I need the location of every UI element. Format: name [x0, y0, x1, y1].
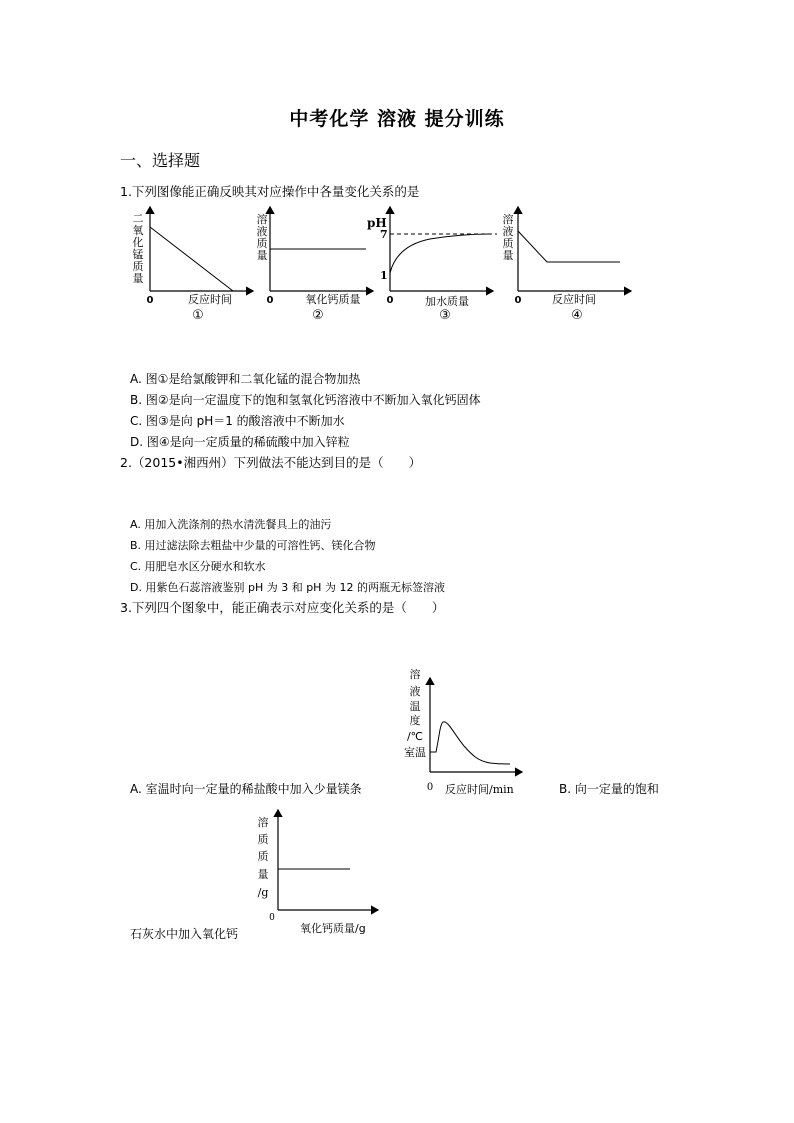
ylabel-char: 溶 — [409, 668, 421, 681]
q1-option-c: C. 图③是向 pH＝1 的酸溶液中不断加水 — [130, 414, 345, 428]
ylabel-char: /g — [257, 886, 269, 899]
ylabel-char: 液 — [502, 225, 514, 238]
q3-graph-b — [248, 808, 388, 940]
ylabel-char: 量 — [257, 868, 269, 881]
origin-label: 0 — [146, 295, 154, 306]
xlabel: 氧化钙质量/g — [300, 922, 366, 935]
q1-graph-2 — [245, 205, 370, 325]
q3-graph-a — [400, 660, 530, 800]
xlabel: 反应时间/min — [445, 783, 514, 796]
q3-option-a: A. 室温时向一定量的稀盐酸中加入少量镁条 — [130, 782, 362, 796]
xlabel: 氧化钙质量 — [305, 293, 361, 306]
graph-number: ④ — [571, 308, 583, 323]
graph-number: ③ — [439, 308, 451, 323]
q2-option-d: D. 用紫色石蕊溶液鉴别 pH 为 3 和 pH 为 12 的两瓶无标签溶液 — [130, 581, 445, 594]
q2-option-a: A. 用加入洗涤剂的热水清洗餐具上的油污 — [130, 518, 332, 531]
q1-option-d: D. 图④是向一定质量的稀硫酸中加入锌粒 — [130, 435, 350, 449]
data-line — [518, 231, 620, 262]
xlabel: 反应时间 — [188, 293, 232, 306]
tick-label-room-temp: 室温 — [404, 746, 426, 759]
q1-graph-1 — [125, 205, 250, 325]
ylabel-char: 质 — [132, 260, 144, 273]
origin-label: 0 — [266, 295, 274, 306]
xlabel: 加水质量 — [425, 295, 469, 308]
q2-option-c: C. 用肥皂水区分硬水和软水 — [130, 560, 266, 573]
ylabel-char: 锰 — [132, 248, 144, 261]
q3-option-b-part2: 石灰水中加入氧化钙 — [130, 927, 239, 941]
ylabel-char: 氧 — [132, 224, 144, 237]
question-3-stem: 3.下列四个图象中，能正确表示对应变化关系的是（ ） — [120, 600, 445, 615]
ylabel: pH — [367, 216, 387, 230]
ylabel-char: 液 — [256, 225, 268, 238]
ylabel-char: 度 — [409, 714, 421, 727]
data-line — [150, 227, 233, 291]
question-1-stem: 1.下列图像能正确反映其对应操作中各量变化关系的是 — [120, 184, 420, 199]
q2-option-b: B. 用过滤法除去粗盐中少量的可溶性钙、镁化合物 — [130, 539, 376, 552]
q3-option-b-part1: B. 向一定量的饱和 — [559, 782, 659, 796]
ylabel-char: 量 — [132, 272, 144, 285]
q1-graph-4 — [493, 205, 633, 325]
q1-graph-3 — [365, 205, 505, 325]
ylabel-char: 溶 — [257, 816, 269, 829]
ylabel-char: 质 — [502, 237, 514, 250]
xlabel: 反应时间 — [552, 293, 596, 306]
section-heading: 一、选择题 — [120, 151, 201, 170]
ylabel-char: 溶 — [256, 213, 268, 226]
ylabel-char: 量 — [256, 249, 268, 262]
page-title: 中考化学 溶液 提分训练 — [289, 108, 505, 130]
origin-label: 0 — [514, 295, 522, 306]
q1-option-a: A. 图①是给氯酸钾和二氧化锰的混合物加热 — [130, 372, 361, 386]
temperature-curve — [430, 722, 510, 764]
origin-label: 0 — [269, 913, 275, 923]
ylabel-char: 化 — [132, 236, 144, 249]
q1-option-b: B. 图②是向一定温度下的饱和氢氧化钙溶液中不断加入氧化钙固体 — [130, 393, 481, 407]
origin-label: 0 — [426, 782, 434, 793]
ylabel-char: 液 — [409, 685, 421, 698]
graph-number: ① — [192, 308, 204, 323]
question-2-stem: 2.（2015•湘西州）下列做法不能达到目的是（ ） — [120, 455, 422, 470]
data-curve — [390, 234, 490, 273]
ylabel-char: 温 — [409, 700, 421, 713]
origin-label: 0 — [386, 295, 394, 306]
ylabel-char: 溶 — [502, 213, 514, 226]
ylabel-char: 质 — [256, 237, 268, 250]
ylabel-char: 质 — [257, 850, 269, 863]
tick-label-1: 1 — [380, 269, 388, 282]
ylabel-char: 量 — [502, 249, 514, 262]
ylabel-char: /℃ — [406, 730, 424, 743]
graph-number: ② — [312, 308, 324, 323]
ylabel-char: 质 — [257, 833, 269, 846]
tick-label-7: 7 — [380, 228, 388, 241]
ylabel-char: 二 — [132, 212, 144, 225]
